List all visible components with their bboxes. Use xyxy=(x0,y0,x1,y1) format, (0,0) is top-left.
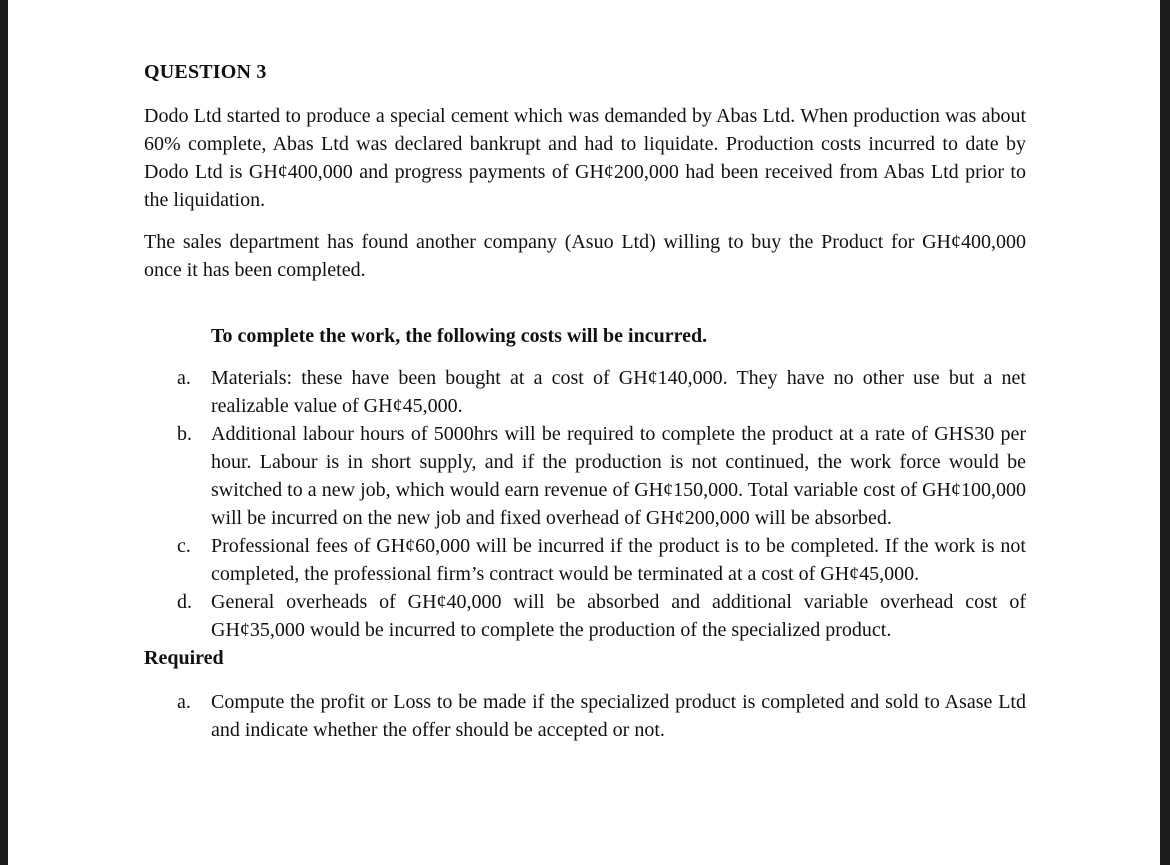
question-title: QUESTION 3 xyxy=(144,61,267,83)
list-item-text: Professional fees of GH¢60,000 will be incurred if the product is to be completed. If the work is not completed, the professional firm’s contract would be terminated at a cost of GH¢45,000. xyxy=(211,535,1026,585)
required-label: Required xyxy=(144,647,224,669)
right-dark-border xyxy=(1160,0,1170,865)
costs-list xyxy=(144,364,1026,644)
list-marker: b. xyxy=(177,423,192,445)
sales-paragraph: The sales department has found another company (Asuo Ltd) willing to buy the Product for GH¢400,000 once it has been completed. xyxy=(144,231,1026,281)
required-list xyxy=(144,688,1026,744)
cost-item-overheads xyxy=(144,588,1026,644)
list-marker: c. xyxy=(177,535,191,557)
list-item-text: General overheads of GH¢40,000 will be absorbed and additional variable overhead cost of GH¢35,000 would be incurred to complete the production of the specialized product. xyxy=(211,591,1026,641)
list-item-text: Materials: these have been bought at a cost of GH¢140,000. They have no other use but a net realizable value of GH¢45,000. xyxy=(211,367,1026,417)
list-marker: a. xyxy=(177,691,191,713)
list-marker: a. xyxy=(177,367,191,389)
cost-item-materials xyxy=(144,364,1026,420)
document-page xyxy=(144,58,1026,744)
list-item-text: Compute the profit or Loss to be made if the specialized product is completed and sold to Asase Ltd and indicate whether the offer should be accepted or not. xyxy=(211,691,1026,741)
list-marker: d. xyxy=(177,591,192,613)
intro-paragraph: Dodo Ltd started to produce a special cement which was demanded by Abas Ltd. When production was about 60% complete, Abas Ltd was declared bankrupt and had to liquidate. Production costs incurred to date by Dodo Ltd is GH¢400,000 and progress payments of GH¢200,000 had been received from Abas Ltd prior to the liquidation. xyxy=(144,105,1026,211)
costs-heading: To complete the work, the following costs will be incurred. xyxy=(211,325,708,347)
cost-item-professional-fees xyxy=(144,532,1026,588)
list-item-text: Additional labour hours of 5000hrs will be required to complete the product at a rate of GHS30 per hour. Labour is in short supply, and if the production is not continued, the work force would be switched to a new job, which would earn revenue of GH¢150,000. Total variable cost of GH¢100,000 will be incurred on the new job and fixed overhead of GH¢200,000 will be absorbed. xyxy=(211,423,1026,529)
cost-item-labour xyxy=(144,420,1026,532)
required-item xyxy=(144,688,1026,744)
left-dark-border xyxy=(0,0,8,865)
